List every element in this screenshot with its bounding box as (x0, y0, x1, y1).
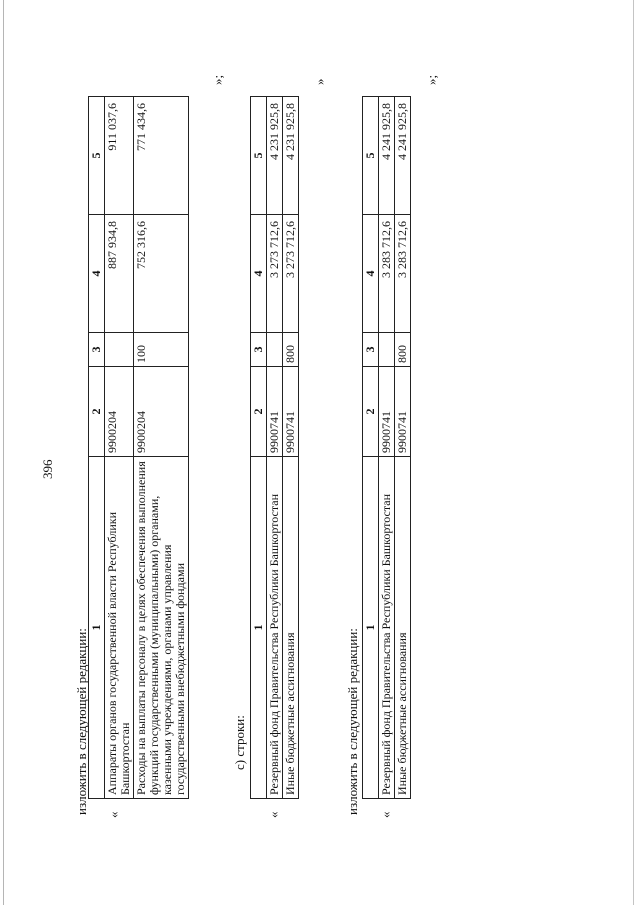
header-cell: 3 (89, 333, 105, 367)
header-cell: 4 (251, 215, 267, 333)
header-cell: 1 (251, 457, 267, 799)
table-1 (88, 96, 189, 799)
header-cell: 5 (363, 97, 379, 215)
quote-open-1: « (106, 811, 121, 818)
cell-code: 9900741 (267, 367, 283, 457)
cell-type (267, 333, 283, 367)
table-row (379, 97, 395, 799)
quote-close-3: »; (424, 74, 439, 85)
header-cell: 1 (363, 457, 379, 799)
cell-code: 9900741 (283, 367, 299, 457)
cell-value-4: 887 934,8 (105, 215, 134, 333)
table-1-header-row (89, 97, 105, 799)
cell-type (105, 333, 134, 367)
cell-name: Иные бюджетные ассигнования (395, 457, 411, 799)
header-cell: 5 (251, 97, 267, 215)
table-3-header-row (363, 97, 379, 799)
header-cell: 3 (363, 333, 379, 367)
cell-value-4: 3 273 712,6 (283, 215, 299, 333)
paragraph-amend-1: изложить в следующей редакции: (74, 628, 89, 815)
quote-close-2: » (312, 78, 327, 85)
cell-value-5: 4 241 925,8 (395, 97, 411, 215)
cell-value-5: 911 037,6 (105, 97, 134, 215)
cell-value-4: 752 316,6 (134, 215, 189, 333)
cell-type: 800 (395, 333, 411, 367)
header-cell: 2 (89, 367, 105, 457)
table-2 (250, 96, 299, 799)
header-cell: 4 (89, 215, 105, 333)
cell-value-4: 3 283 712,6 (395, 215, 411, 333)
cell-name: Резервный фонд Правительства Республики Башкортостан (379, 457, 395, 799)
header-cell: 4 (363, 215, 379, 333)
table-3 (362, 96, 411, 799)
table-row (134, 97, 189, 799)
table-row (283, 97, 299, 799)
table-2-header-row (251, 97, 267, 799)
cell-code: 9900741 (379, 367, 395, 457)
header-cell: 1 (89, 457, 105, 799)
cell-value-5: 4 241 925,8 (379, 97, 395, 215)
table-row (267, 97, 283, 799)
cell-value-4: 3 273 712,6 (267, 215, 283, 333)
cell-code: 9900741 (395, 367, 411, 457)
page-number: 396 (40, 459, 55, 479)
cell-value-5: 771 434,6 (134, 97, 189, 215)
cell-name: Расходы на выплаты персоналу в целях обеспечения выполнения функций государственными (муниципальными) органами, казенными учреждениями, органами управления государственными внебюджетными фондами (134, 457, 189, 799)
cell-value-5: 4 231 925,8 (267, 97, 283, 215)
quote-close-1: »; (210, 74, 225, 85)
header-cell: 5 (89, 97, 105, 215)
header-cell: 3 (251, 333, 267, 367)
cell-name: Иные бюджетные ассигнования (283, 457, 299, 799)
cell-name: Резервный фонд Правительства Республики Башкортостан (267, 457, 283, 799)
table-row (105, 97, 134, 799)
header-cell: 2 (363, 367, 379, 457)
cell-code: 9900204 (105, 367, 134, 457)
cell-type: 100 (134, 333, 189, 367)
cell-type: 800 (283, 333, 299, 367)
cell-name: Аппараты органов государственной власти Республики Башкортостан (105, 457, 134, 799)
paragraph-item-c: с) строки: (232, 715, 247, 770)
quote-open-2: « (266, 811, 281, 818)
table-row (395, 97, 411, 799)
cell-code: 9900204 (134, 367, 189, 457)
cell-type (379, 333, 395, 367)
header-cell: 2 (251, 367, 267, 457)
quote-open-3: « (378, 811, 393, 818)
cell-value-5: 4 231 925,8 (283, 97, 299, 215)
paragraph-amend-2: изложить в следующей редакции: (345, 628, 360, 815)
cell-value-4: 3 283 712,6 (379, 215, 395, 333)
